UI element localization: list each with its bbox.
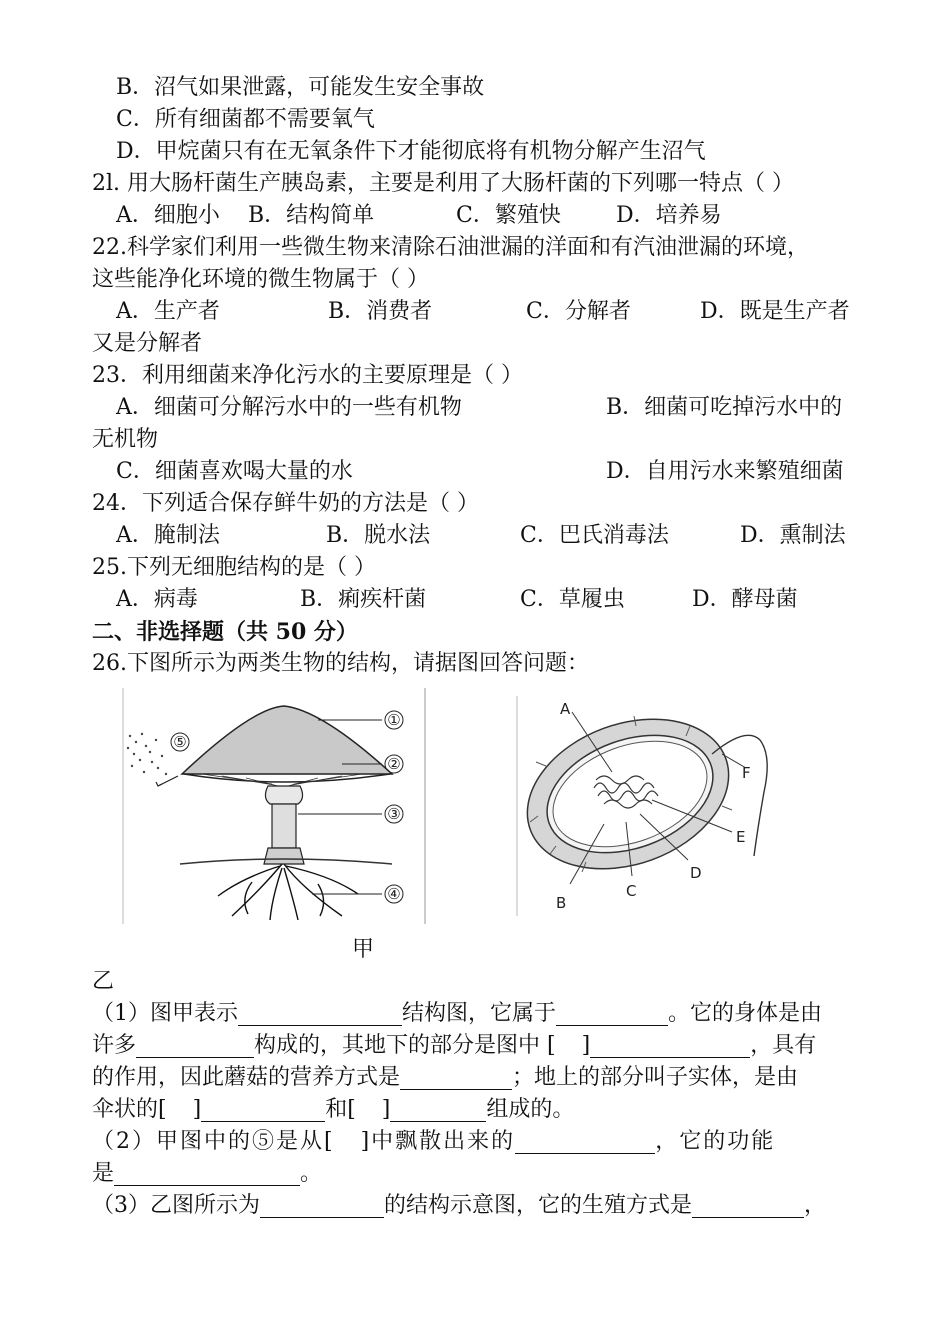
blank-structure[interactable] xyxy=(238,1001,402,1026)
blank-spore-function[interactable] xyxy=(114,1161,300,1186)
mushroom-label-4: ④ xyxy=(387,885,401,903)
q23-stem: 23．利用细菌来净化污水的主要原理是（ ） xyxy=(92,363,523,388)
q23-option-b-wrap: 无机物 xyxy=(92,427,159,452)
figure-caption-yi: 乙 xyxy=(92,969,115,994)
mushroom-figure xyxy=(122,688,426,924)
blank-category[interactable] xyxy=(556,1001,668,1026)
q22-stem-line2: 这些能净化环境的微生物属于（ ） xyxy=(92,267,429,292)
q22-option-a: A．生产者 xyxy=(116,299,220,324)
blank-underground-part[interactable] xyxy=(590,1033,750,1058)
q24-option-a: A．腌制法 xyxy=(116,523,220,548)
q20-option-c: C．所有细菌都不需要氧气 xyxy=(116,107,375,132)
blank-organism-type[interactable] xyxy=(260,1193,384,1218)
q22-stem-line1: 22.科学家们利用一些微生物来清除石油泄漏的洋面和有汽油泄漏的环境， xyxy=(92,235,809,260)
q21-option-b: B．结构简单 xyxy=(248,203,375,228)
q26-part1-line2: 许多 构成的，其地下的部分是图中 [ ] ，具有 xyxy=(92,1033,817,1058)
q23-option-c: C．细菌喜欢喝大量的水 xyxy=(116,459,353,484)
q24-option-d: D．熏制法 xyxy=(740,523,846,548)
figure-caption-jia: 甲 xyxy=(352,937,375,962)
blank-body-composition[interactable] xyxy=(136,1033,254,1058)
bacterium-label-d: D xyxy=(690,864,702,882)
q20-option-b: B．沼气如果泄露，可能发生安全事故 xyxy=(116,75,485,100)
mushroom-label-3: ③ xyxy=(387,805,401,823)
bacterium-figure xyxy=(516,696,778,916)
q21-option-d: D．培养易 xyxy=(616,203,722,228)
q21-stem: 2l. 用大肠杆菌生产胰岛素，主要是利用了大肠杆菌的下列哪一特点（ ） xyxy=(92,171,795,196)
blank-reproduction-mode[interactable] xyxy=(692,1193,804,1218)
q22-option-d-wrap: 又是分解者 xyxy=(92,331,203,356)
blank-nutrition-mode[interactable] xyxy=(400,1065,512,1090)
bacterium-label-b: B xyxy=(556,894,567,912)
q25-stem: 25.下列无细胞结构的是（ ） xyxy=(92,555,376,580)
q21-option-c: C．繁殖快 xyxy=(456,203,561,228)
mushroom-label-1: ① xyxy=(387,711,401,729)
q26-part3-line1: （3）乙图所示为 的结构示意图，它的生殖方式是 ， xyxy=(92,1193,827,1218)
q24-option-c: C．巴氏消毒法 xyxy=(520,523,669,548)
q24-stem: 24．下列适合保存鲜牛奶的方法是（ ） xyxy=(92,491,479,516)
q22-option-d: D．既是生产者 xyxy=(700,299,850,324)
q25-option-b: B．痢疾杆菌 xyxy=(300,587,427,612)
q22-option-c: C．分解者 xyxy=(526,299,631,324)
q22-option-b: B．消费者 xyxy=(328,299,433,324)
q20-option-d: D．甲烷菌只有在无氧条件下才能彻底将有机物分解产生沼气 xyxy=(116,139,706,164)
mushroom-label-2: ② xyxy=(387,755,401,773)
q26-part1-line4: 伞状的[ ] 和[ ] 组成的。 xyxy=(92,1097,575,1122)
q26-part2-line1: （2）甲图中的⑤是从[ ]中飘散出来的 ，它的功能 xyxy=(92,1129,776,1154)
bacterium-label-e: E xyxy=(736,828,746,846)
q23-option-a: A．细菌可分解污水中的一些有机物 xyxy=(116,395,462,420)
q21-option-a: A．细胞小 xyxy=(116,203,220,228)
q25-option-a: A．病毒 xyxy=(116,587,198,612)
q23-option-d: D．自用污水来繁殖细菌 xyxy=(606,459,844,484)
q26-part2-line2: 是 。 xyxy=(92,1161,323,1186)
q23-option-b: B．细菌可吃掉污水中的 xyxy=(606,395,843,420)
q24-option-b: B．脱水法 xyxy=(326,523,431,548)
q26-stem: 26.下图所示为两类生物的结构，请据图回答问题： xyxy=(92,651,589,676)
bacterium-label-a: A xyxy=(560,700,571,718)
section-heading: 二、非选择题（共 50 分） xyxy=(92,619,358,645)
blank-stalk-name[interactable] xyxy=(390,1097,486,1122)
mushroom-label-5: ⑤ xyxy=(173,733,187,751)
blank-spore-name[interactable] xyxy=(515,1129,655,1154)
q26-part1-line3: 的作用，因此蘑菇的营养方式是 ；地上的部分叫子实体，是由 xyxy=(92,1065,799,1090)
q26-part1-line1: （1）图甲表示 结构图，它属于 。它的身体是由 xyxy=(92,1001,823,1026)
bacterium-label-c: C xyxy=(626,882,637,900)
q25-option-d: D．酵母菌 xyxy=(692,587,798,612)
blank-cap-name[interactable] xyxy=(201,1097,325,1122)
bacterium-label-f: F xyxy=(742,764,751,782)
q25-option-c: C．草履虫 xyxy=(520,587,625,612)
